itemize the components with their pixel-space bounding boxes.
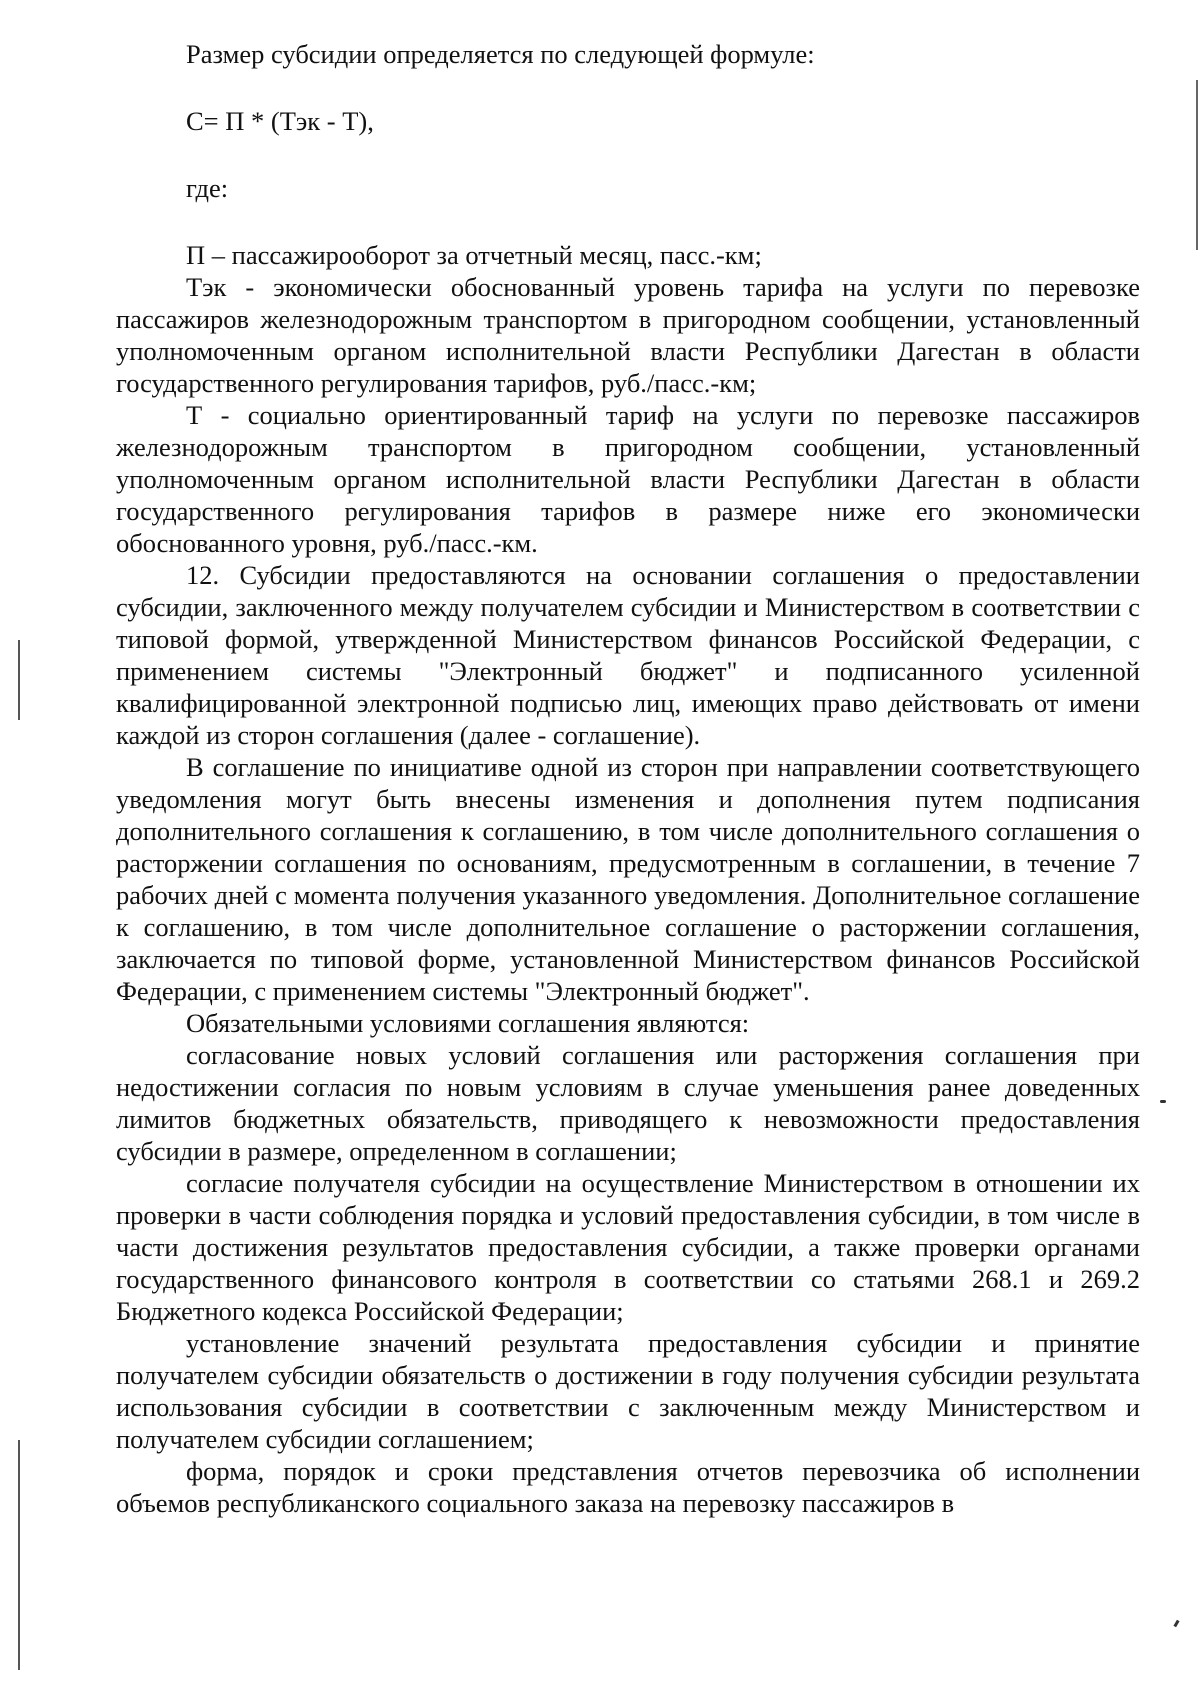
formula-where: где: bbox=[186, 173, 229, 203]
scan-edge-line bbox=[18, 640, 20, 720]
formula: С= П * (Тэк - Т), bbox=[186, 106, 374, 136]
scan-edge-line bbox=[1196, 80, 1198, 250]
definition-p: П – пассажирооборот за отчетный месяц, пасс.-км; bbox=[186, 240, 762, 270]
scan-edge-line bbox=[18, 1440, 20, 1670]
document-body bbox=[116, 38, 1140, 1519]
condition-item: согласование новых условий соглашения или расторжения соглашения при недостижении согласия по новым условиям в случае уменьшения ранее доведенных лимитов бюджетных обязательств, приводящего к невозможности предоставления субсидии в размере, определенном в соглашении; bbox=[116, 1040, 1140, 1166]
formula-intro: Размер субсидии определяется по следующей формуле: bbox=[186, 39, 815, 69]
paragraph-amendments: В соглашение по инициативе одной из сторон при направлении соответствующего уведомления могут быть внесены изменения и дополнения путем подписания дополнительного соглашения к соглашению, в том числе дополнительного соглашения о расторжении соглашения по основаниям, предусмотренным в соглашении, в течение 7 рабочих дней с момента получения указанного уведомления. Дополнительное соглашение к соглашению, в том числе дополнительное соглашение о расторжении соглашения, заключается по типовой форме, установленной Министерством финансов Российской Федерации, с применением системы "Электронный бюджет". bbox=[116, 752, 1140, 1006]
condition-item: согласие получателя субсидии на осуществление Министерством в отношении их проверки в части соблюдения порядка и условий предоставления субсидии, в том числе в части достижения результатов предоставления субсидии, а также проверки органами государственного финансового контроля в соответствии со статьями 268.1 и 269.2 Бюджетного кодекса Российской Федерации; bbox=[116, 1168, 1140, 1326]
paragraph-conditions-heading: Обязательными условиями соглашения являются: bbox=[186, 1008, 750, 1038]
scan-speck bbox=[1160, 1100, 1166, 1103]
definition-tek: Тэк - экономически обоснованный уровень тарифа на услуги по перевозке пассажиров железнодорожным транспортом в пригородном сообщении, установленный уполномоченным органом исполнительной власти Республики Дагестан в области государственного регулирования тарифов, руб./пасс.-км; bbox=[116, 272, 1140, 398]
paragraph-12: 12. Субсидии предоставляются на основании соглашения о предоставлении субсидии, заключенного между получателем субсидии и Министерством в соответствии с типовой формой, утвержденной Министерством финансов Российской Федерации, с применением системы "Электронный бюджет" и подписанного усиленной квалифицированной электронной подписью лиц, имеющих право действовать от имени каждой из сторон соглашения (далее - соглашение). bbox=[116, 560, 1140, 750]
condition-item: установление значений результата предоставления субсидии и принятие получателем субсидии обязательств о достижении в году получения субсидии результата использования субсидии в соответствии с заключенным между Министерством и получателем субсидии соглашением; bbox=[116, 1328, 1140, 1454]
definition-t: Т - социально ориентированный тариф на услуги по перевозке пассажиров железнодорожным транспортом в пригородном сообщении, установленный уполномоченным органом исполнительной власти Республики Дагестан в области государственного регулирования тарифов в размере ниже его экономически обоснованного уровня, руб./пасс.-км. bbox=[116, 400, 1140, 558]
scan-speck bbox=[1173, 1620, 1179, 1628]
condition-item: форма, порядок и сроки представления отчетов перевозчика об исполнении объемов республиканского социального заказа на перевозку пассажиров в bbox=[116, 1456, 1140, 1518]
